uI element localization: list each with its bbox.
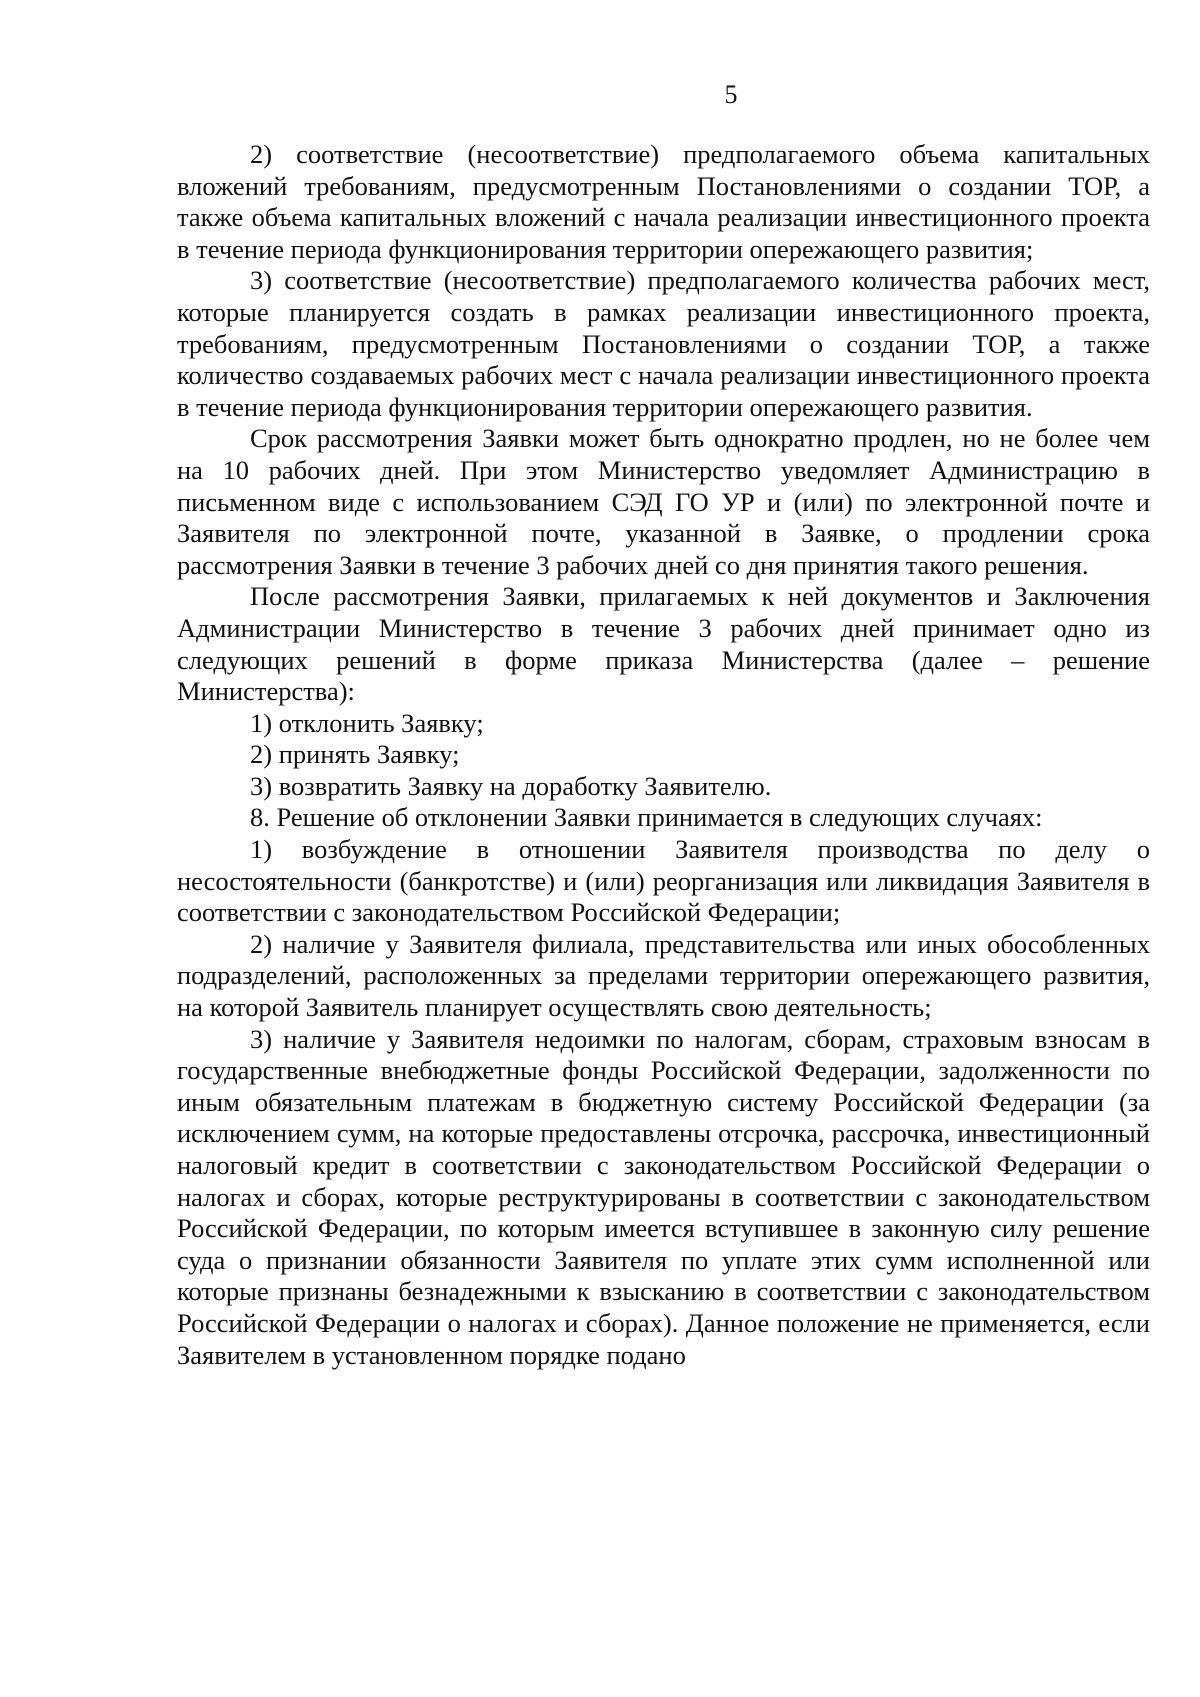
paragraph-branches: 2) наличие у Заявителя филиала, представительства или иных обособленных подразделений, расположенных за пределами территории опережающего развития, на которой Заявитель планирует осуществлять свою деятельность;: [177, 928, 1150, 1023]
paragraph-ministry-decision: После рассмотрения Заявки, прилагаемых к ней документов и Заключения Администрации Министерство в течение 3 рабочих дней принимает одно из следующих решений в форме приказа Министерства (далее – решение Министерства):: [177, 581, 1150, 707]
list-item-accept: 2) принять Заявку;: [250, 739, 460, 770]
paragraph-capital-investment: 2) соответствие (несоответствие) предполагаемого объема капитальных вложений требованиям, предусмотренным Постановлениями о создании ТОР, а также объема капитальных вложений с начала реализации инвестиционного проекта в течение периода функционирования территории опережающего развития;: [177, 139, 1150, 264]
section-8-heading: 8. Решение об отклонении Заявки принимается в следующих случаях:: [250, 802, 1043, 833]
paragraph-review-extension: Срок рассмотрения Заявки может быть однократно продлен, но не более чем на 10 рабочих дней. При этом Министерство уведомляет Администрацию в письменном виде с использованием СЭД ГО УР и (или) по электронной почте и Заявителя по электронной почте, указанной в Заявке, о продлении срока рассмотрения Заявки в течение 3 рабочих дней со дня принятия такого решения.: [177, 423, 1150, 580]
page-number: 5: [724, 80, 738, 109]
paragraph-workplaces: 3) соответствие (несоответствие) предполагаемого количества рабочих мест, которые планируется создать в рамках реализации инвестиционного проекта, требованиям, предусмотренным Постановлениями о создании ТОР, а также количество создаваемых рабочих мест с начала реализации инвестиционного проекта в течение периода функционирования территории опережающего развития.: [177, 265, 1150, 422]
list-item-return: 3) возвратить Заявку на доработку Заявителю.: [250, 770, 772, 801]
paragraph-bankruptcy: 1) возбуждение в отношении Заявителя производства по делу о несостоятельности (банкротстве) и (или) реорганизация или ликвидация Заявителя в соответствии с законодательством Российской Федерации;: [177, 834, 1150, 928]
document-body: [177, 139, 1150, 1371]
list-item-reject: 1) отклонить Заявку;: [250, 707, 484, 738]
paragraph-tax-arrears: 3) наличие у Заявителя недоимки по налогам, сборам, страховым взносам в государственные внебюджетные фонды Российской Федерации, задолженности по иным обязательным платежам в бюджетную систему Российской Федерации (за исключением сумм, на которые предоставлены отсрочка, рассрочка, инвестиционный налоговый кредит в соответствии с законодательством Российской Федерации о налогах и сборах, которые реструктурированы в соответствии с законодательством Российской Федерации, по которым имеется вступившее в законную силу решение суда о признании обязанности Заявителя по уплате этих сумм исполненной или которые признаны безнадежными к взысканию в соответствии с законодательством Российской Федерации о налогах и сборах). Данное положение не применяется, если Заявителем в установленном порядке подано: [177, 1023, 1150, 1370]
